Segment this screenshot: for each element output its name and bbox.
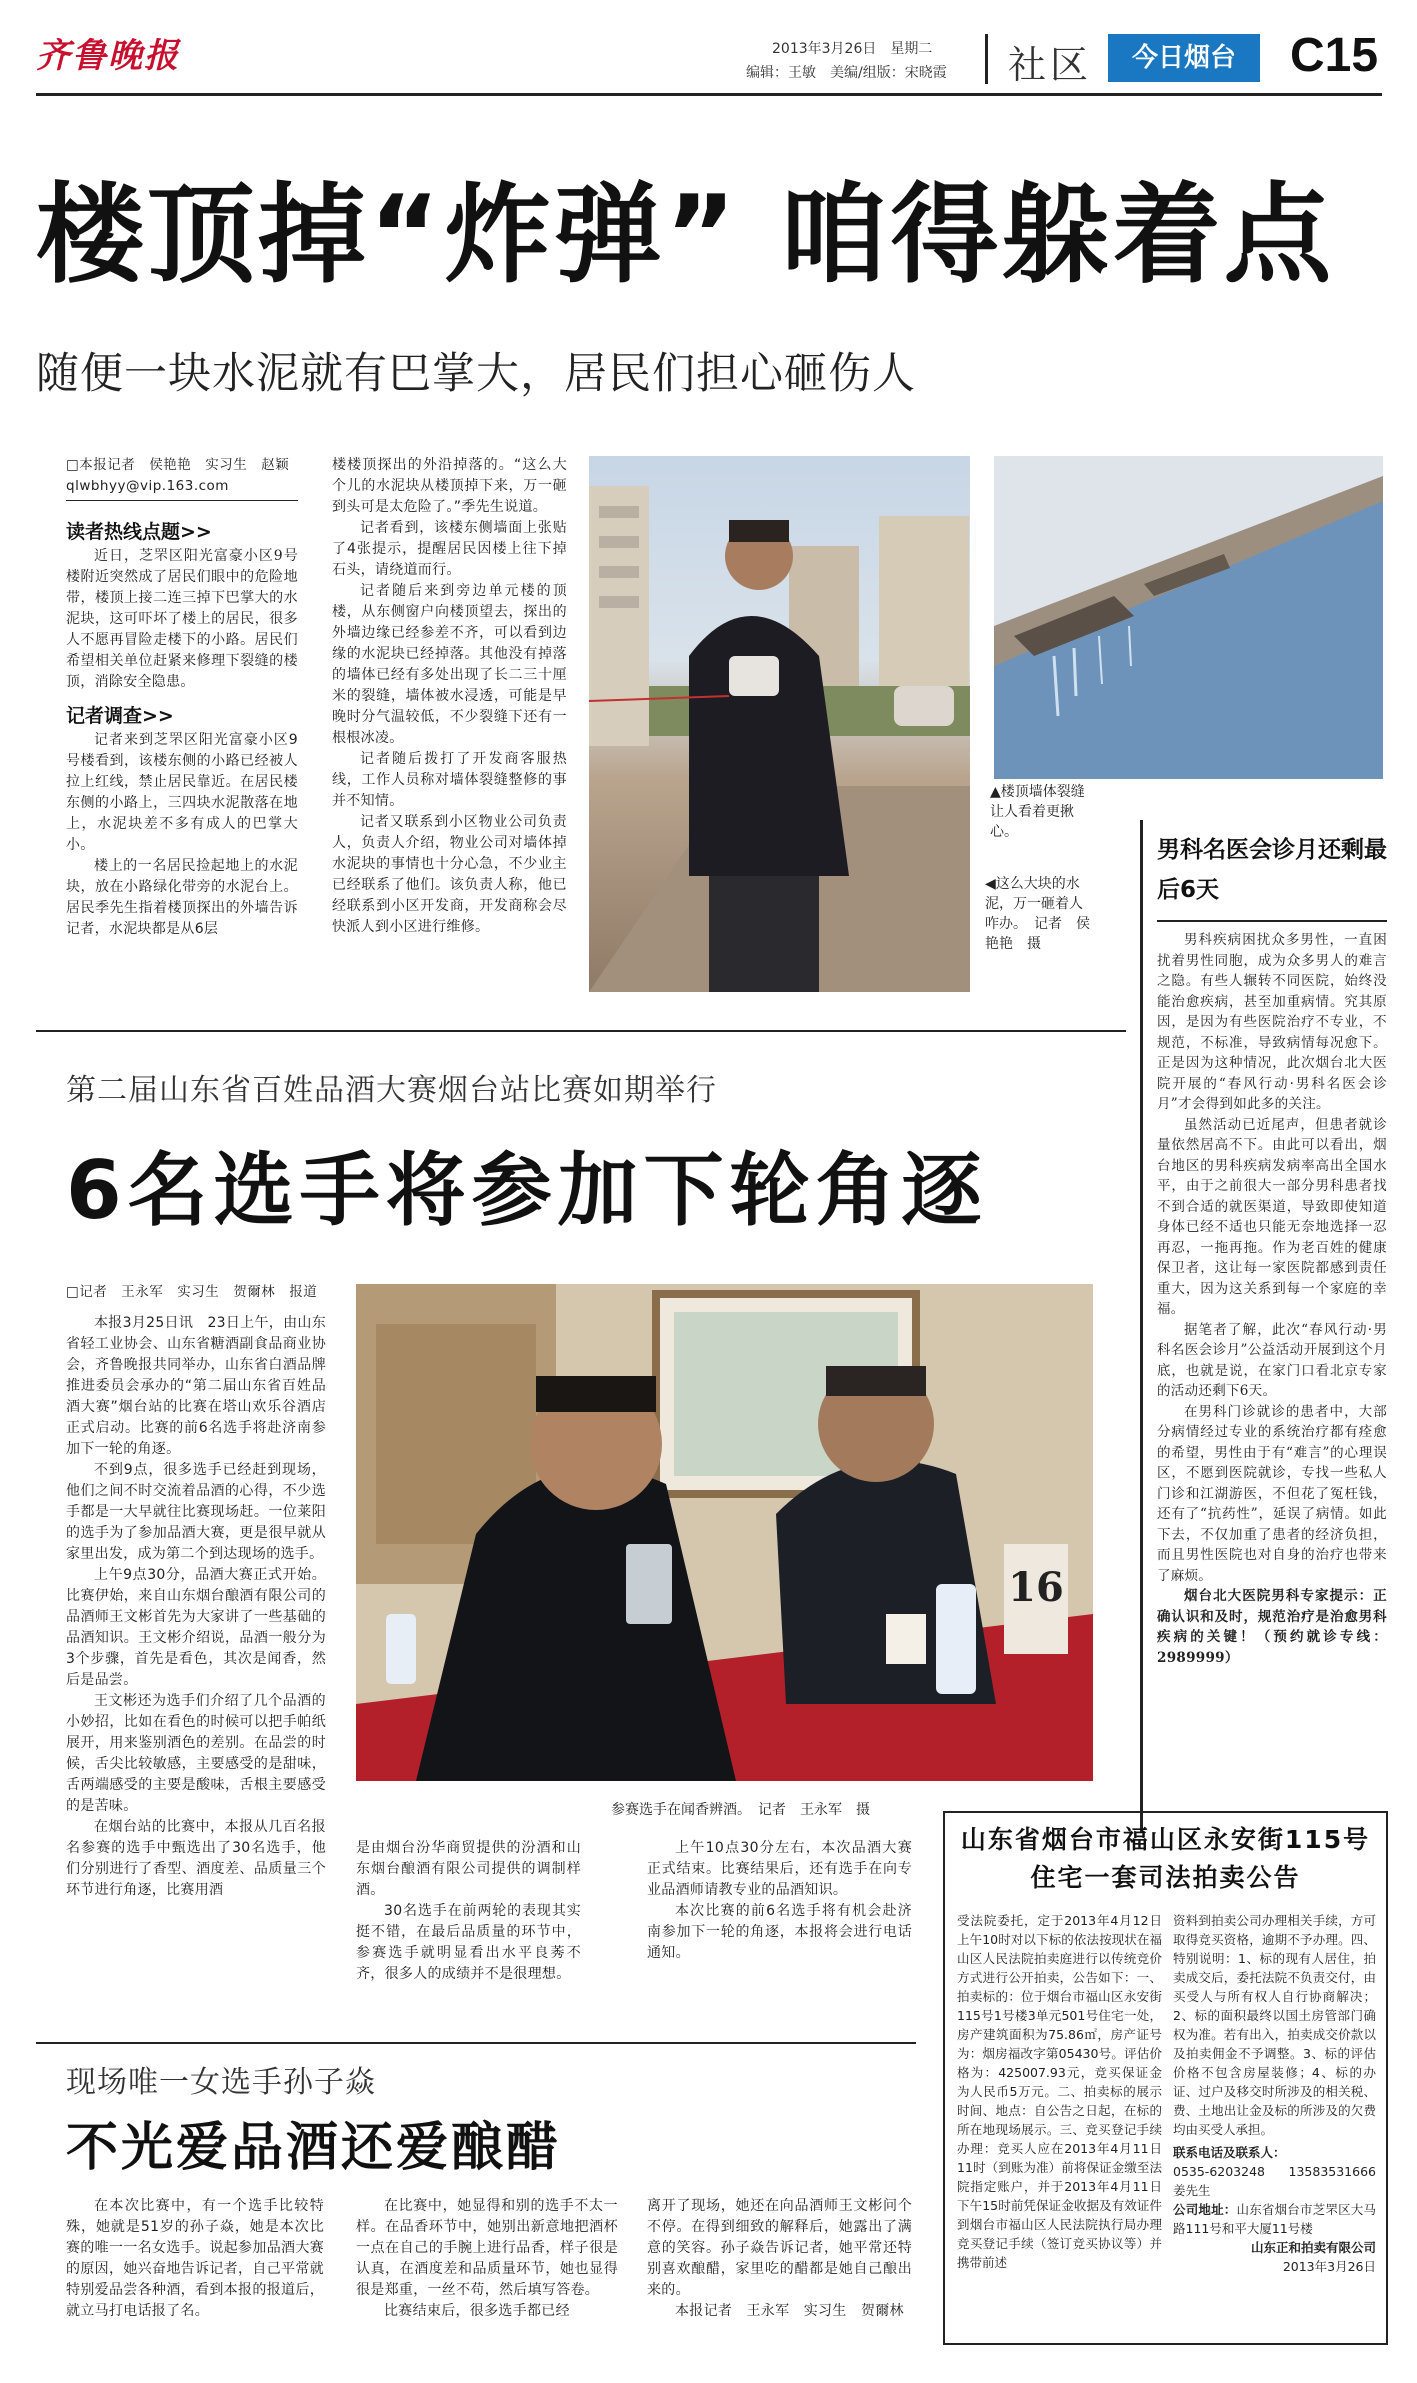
article2-rule: [36, 1030, 1126, 1032]
newspaper-logo: 齐鲁晚报: [36, 36, 180, 76]
article1-column2: [332, 455, 567, 938]
article2-headline: 6名选手将参加下轮角逐: [66, 1144, 988, 1237]
article3-column2: 在比赛中，她显得和别的选手不太一样。在品香环节中，她别出新意地把酒杯一点在自己的手腕上进行品香，样子很是认真，在酒度差和品质量环节，她也显得很是郑重，一丝不苟，然后填写答卷。 比赛结束后，很多选手都已经: [356, 2198, 618, 2319]
auction-notice-box: [943, 1811, 1388, 2345]
article3-column1: 在本次比赛中，有一个选手比较特殊，她就是51岁的孙子焱，她是本次比赛的唯一一名女选手。说起参加品酒大赛的原因，她兴奋地告诉记者，自己平常就特别爱品尝各种酒，看到本报的报道后，就立马打电话报了名。: [66, 2198, 324, 2319]
article2-column1: [66, 1282, 326, 1901]
sidebar-title: 男科名医会诊月还剩最后6天: [1157, 830, 1387, 922]
masthead-divider: [985, 34, 988, 84]
photo-wine-tasting: [356, 1284, 1093, 1781]
auction-notice-address-label: 公司地址：: [1173, 2202, 1237, 2217]
article2-col1-body: 本报3月25日讯 23日上午，由山东省轻工业协会、山东省糖酒副食品商业协会，齐鲁晚报共同举办，山东省白酒品牌推进委员会承办的“第二届山东省百姓品酒大赛”烟台站的比赛在塔山欢乐谷酒店正式启动。比赛的前6名选手将赴济南参加下一轮的角逐。 不到9点，很多选手已经赶到现场，他们之间不时交流着品酒的心得，不少选手都是一大早就往比赛现场赶。一位莱阳的选手为了参加品酒大赛，更是很早就从家里出发，成为第二个到达现场的选手。 上午9点30分，品酒大赛正式开始。比赛伊始，来自山东烟台酿酒有限公司的品酒师王文彬首先为大家讲了一些基础的品酒知识。王文彬介绍说，品酒一般分为3个步骤，首先是看色，其次是闻香，然后是品尝。 王文彬还为选手们介绍了几个品酒的小妙招，比如在看色的时候可以把手帕纸展开，用来鉴别酒色的差别。在品尝的时候，舌尖比较敏感，主要感受的是甜味，舌两端感受的主要是酸味，舌根主要感受的是苦味。 在烟台站的比赛中，本报从几百名报名参赛的选手中甄选出了30名选手，他们分别进行了香型、酒度差、品质量三个环节进行角逐，比赛用酒: [66, 1314, 326, 1898]
auction-notice-contact: 0535-6203248 13583531666 姜先生: [1173, 2164, 1389, 2198]
auction-notice-company: 山东正和拍卖有限公司: [1250, 2240, 1376, 2255]
photo-building-roof-crack: [994, 456, 1383, 779]
contestant-number-placard: 16: [1008, 1564, 1064, 1611]
caption-concrete: ◀这么大块的水泥，万一砸着人咋办。 记者 侯艳艳 摄: [985, 876, 1090, 952]
sidebar-body: 男科疾病困扰众多男性，一直困扰着男性同胞，成为众多男人的难言之隐。有些人辗转不同医院，始终没能治愈疾病，甚至加重病情。究其原因，是因为有些医院治疗不专业，不规范，不标准，导致病情每况愈下。正是因为这种情况，此次烟台北大医院开展的“春风行动·男科名医会诊月”才会得到如此多的关注。 虽然活动已近尾声，但患者就诊量依然居高不下。由此可以看出，烟台地区的男科疾病发病率高出全国水平，由于之前很大一部分男科患者找不到合适的就医渠道，导致即使知道身体已经不适也只能无奈地选择一忍再忍，一拖再拖。作为老百姓的健康保卫者，这让每一家医院都感到责任重大，因为这关系到每一个家庭的幸福。 据笔者了解，此次“春风行动·男科名医会诊月”公益活动开展到这个月底，也就是说，在家门口看北京专家的活动还剩下6天。 在男科门诊就诊的患者中，大部分病情经过专业的系统治疗都有痊愈的希望，男性由于有“难言”的心理误区，不愿到医院就诊，专找一些私人门诊和江湖游医，不但花了冤枉钱，还有了“抗药性”，延误了病情。如此下去，不仅加重了患者的经济负担，而且男性医院也对自身的治疗也带来了麻烦。 烟台北大医院男科专家提示：正确认识和及时，规范治疗是治愈男科疾病的关键！（预约就诊专线：2989999）: [1157, 932, 1387, 1666]
article1-headline: 楼顶掉“炸弹” 咱得躲着点: [36, 173, 1335, 298]
sidebar-border: [1140, 820, 1143, 1832]
article2-byline: □记者 王永军 实习生 贺爾林 报道: [66, 1284, 318, 1300]
photo-resident-holding-concrete: [589, 456, 970, 992]
auction-notice-date: 2013年3月26日: [1282, 2259, 1376, 2274]
section-label: 社区: [1008, 43, 1093, 87]
article2-column3: 上午10点30分左右，本次品酒大赛正式结束。比赛结果后，还有选手在向专业品酒师请教专业的品酒知识。 本次比赛的前6名选手将有机会赴济南参加下一轮的角逐，本报将会进行电话通知。: [647, 1840, 912, 1961]
article2-kicker: 第二届山东省百姓品酒大赛烟台站比赛如期举行: [66, 1073, 717, 1108]
masthead-rule: [36, 93, 1382, 96]
section-tag: 今日烟台: [1108, 34, 1260, 82]
article3-column3: 离开了现场，她还在向品酒师王文彬问个不停。在得到细致的解释后，她露出了满意的笑容。孙子焱告诉记者，她平常还特别喜欢酿醋，家里吃的醋都是她自己酿出来的。 本报记者 王永军 实习生 贺爾林: [647, 2198, 912, 2319]
article1-col2-body: 楼楼顶探出的外沿掉落的。“这么大个儿的水泥块从楼顶掉下来，万一砸到头可是太危险了。”季先生说道。 记者看到，该楼东侧墙面上张贴了4张提示，提醒居民因楼上往下掉石头，请绕道而行。 记者随后来到旁边单元楼的顶楼，从东侧窗户向楼顶望去，探出的外墙边缘已经参差不齐，可以看到边缘的水泥块已经掉落。其他没有掉落的墙体已经有多处出现了长二三十厘米的裂缝，墙体被水浸透，可能是早晚时分气温较低，不少裂缝下还有一根根冰凌。 记者随后拨打了开发商客服热线，工作人员称对墙体裂缝整修的事并不知情。 记者又联系到小区物业公司负责人，负责人介绍，物业公司对墙体掉水泥块的事情也十分心急，不少业主已经联系了他们。该负责人称，他已经联系到小区开发商，开发商称会尽快派人到小区进行维修。: [332, 457, 567, 935]
article2-column2: 是由烟台汾华商贸提供的汾酒和山东烟台酿酒有限公司提供的调制样酒。 30名选手在前两轮的表现其实挺不错，在最后品质量的环节中，参赛选手就明显看出水平良莠不齐，很多人的成绩并不是很理想。: [356, 1840, 581, 1982]
article3-headline: 不光爱品酒还爱酿醋: [66, 2118, 562, 2178]
article1-byline: □本报记者 侯艳艳 实习生 赵颖: [66, 457, 290, 473]
article3-kicker: 现场唯一女选手孙子焱: [66, 2065, 376, 2100]
auction-notice-right-col: [1173, 1911, 1389, 2276]
auction-notice-left: 受法院委托，定于2013年4月12日上午10时对以下标的依法按现状在福山区人民法院拍卖庭进行以传统竞价方式进行公开拍卖，公告如下：一、拍卖标的：位于烟台市福山区永安街115号1号楼3单元501号住宅一处，房产建筑面积为75.86㎡，房产证号为：烟房福改字第05430号。评估价格为：425007.93元，竞买保证金为人民币5万元。二、拍卖标的展示时间、地点：自公告之日起，在标的所在地现场展示。三、竞买登记手续办理：竞买人应在2013年4月11日11时（到账为准）前将保证金缴至法院指定账户，并于2013年4月11日下午15时前凭保证金收据及有效证件到烟台市福山区人民法院执行局办理竞买登记手续（签订竞买协议等）并携带前述: [957, 1913, 1162, 2270]
auction-notice-address: 山东省烟台市芝罘区大马路111号和平大厦11号楼: [1173, 2202, 1376, 2236]
auction-notice-title: 山东省烟台市福山区永安街115号住宅一套司法拍卖公告: [960, 1825, 1371, 1892]
article1-section1-title: 读者热线点题>>: [66, 521, 212, 543]
issue-date: 2013年3月26日 星期二: [772, 41, 933, 57]
article1-column1: [66, 455, 298, 940]
article1-col1-body: 记者来到芝罘区阳光富豪小区9号楼看到，该楼东侧的小路已经被人拉上红线，禁止居民靠近。在居民楼东侧的小路上，三四块水泥散落在地上，水泥块差不多有成人的巴掌大小。 楼上的一名居民捡起地上的水泥块，放在小路绿化带旁的水泥台上。居民季先生指着楼顶探出的外墙告诉记者，水泥块都是从6层: [66, 732, 298, 937]
caption-wine-tasting: 参赛选手在闻香辨酒。 记者 王永军 摄: [611, 1802, 870, 1818]
article1-section2-title: 记者调查>>: [66, 705, 174, 727]
page-number: C15: [1290, 29, 1379, 82]
auction-notice-right: 资料到拍卖公司办理相关手续，方可取得竞买资格，逾期不予办理。四、特别说明：1、标的现有人居住，拍卖成交后，委托法院不负责交付，由买受人与所有权人自行协商解决；2、标的面积最终以国土房管部门确权为准。若有出入，拍卖成交价款以及拍卖佣金不予调整。3、标的评估价格不包含房屋装修；4、标的办证、过户及移交时所涉及的相关税、费、土地出让金及标的所涉及的欠费均由买受人承担。: [1173, 1913, 1376, 2137]
article3-rule: [36, 2042, 916, 2044]
article1-section1-text: 近日，芝罘区阳光富豪小区9号楼附近突然成了居民们眼中的危险地带，楼顶上接二连三掉下巴掌大的水泥块，这可吓坏了楼上的居民，很多人不愿再冒险走楼下的小路。居民们希望相关单位赶紧来修理下裂缝的楼顶，消除安全隐患。: [66, 548, 298, 690]
caption-roof-crack: ▲楼顶墙体裂缝让人看着更揪心。: [990, 784, 1085, 840]
article1-subhead: 随便一块水泥就有巴掌大，居民们担心砸伤人: [36, 349, 916, 399]
auction-notice-contact-title: 联系电话及联系人：: [1173, 2145, 1286, 2160]
article1-email: qlwbhyy@vip.163.com: [66, 476, 298, 502]
editors-line: 编辑：王敏 美编/组版：宋晓霞: [746, 65, 947, 81]
